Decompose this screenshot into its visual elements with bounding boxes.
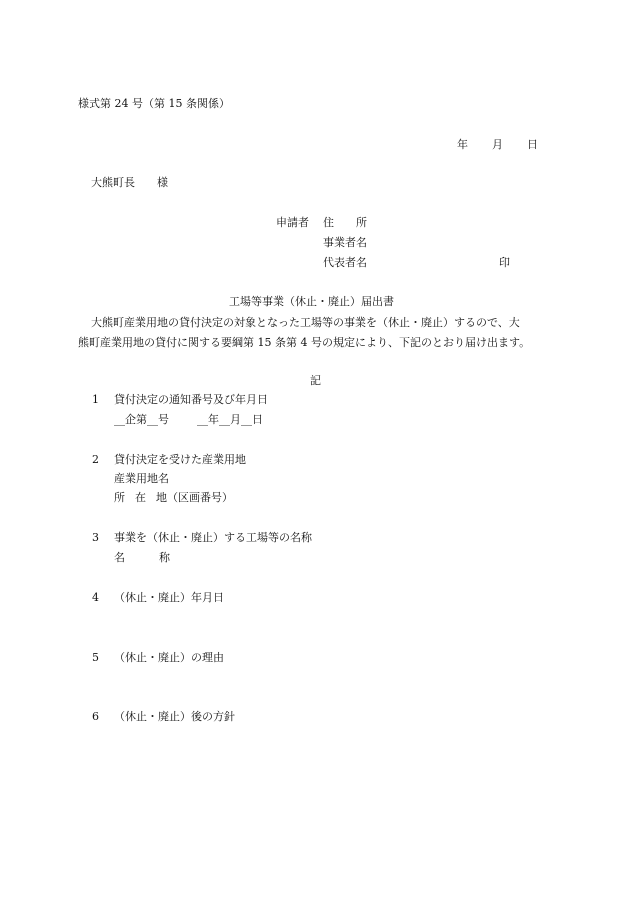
addressee-honorific: 様 (157, 176, 168, 189)
item-4-number: 4 (92, 591, 99, 604)
ki-heading: 記 (310, 374, 321, 387)
item-5-heading: （休止・廃止）の理由 (114, 651, 224, 664)
item-1-notice-date: __年__月__日 (197, 413, 263, 426)
form-number: 様式第 24 号（第 15 条関係） (78, 97, 230, 110)
item-2-number: 2 (92, 453, 99, 466)
body-text-line-1: 大熊町産業用地の貸付決定の対象となった工場等の事業を（休止・廃止）するので、大 (91, 316, 520, 329)
item-2-site-name-label: 産業用地名 (114, 472, 169, 485)
item-6-number: 6 (92, 710, 99, 723)
applicant-representative-label: 代表者名 (323, 256, 367, 269)
applicant-business-label: 事業者名 (323, 236, 367, 249)
item-1-heading: 貸付決定の通知番号及び年月日 (114, 393, 268, 406)
item-1-number: 1 (92, 393, 99, 406)
addressee (91, 176, 168, 190)
item-2-location-label: 所 在 地（区画番号） (114, 491, 233, 504)
item-3-number: 3 (92, 531, 99, 544)
item-4-heading: （休止・廃止）年月日 (114, 591, 224, 604)
date-line (457, 138, 538, 152)
date-month-label: 月 (492, 138, 503, 151)
applicant-address-label: 住 所 (323, 216, 367, 229)
addressee-name: 大熊町長 (91, 176, 135, 189)
seal-mark: 印 (499, 256, 510, 269)
item-1-notice-number: __企第__号 (114, 413, 169, 426)
item-3-name-label: 名 称 (114, 551, 170, 564)
item-3-heading: 事業を（休止・廃止）する工場等の名称 (114, 531, 312, 544)
item-5-number: 5 (92, 651, 99, 664)
date-day-label: 日 (527, 138, 538, 151)
item-2-heading: 貸付決定を受けた産業用地 (114, 453, 246, 466)
date-year-label: 年 (457, 138, 468, 151)
item-6-heading: （休止・廃止）後の方針 (114, 710, 235, 723)
body-text-line-2: 熊町産業用地の貸付に関する要綱第 15 条第 4 号の規定により、下記のとおり届け出ます。 (78, 336, 531, 349)
applicant-label: 申請者 (276, 216, 309, 229)
document-title: 工場等事業（休止・廃止）届出書 (229, 295, 394, 308)
